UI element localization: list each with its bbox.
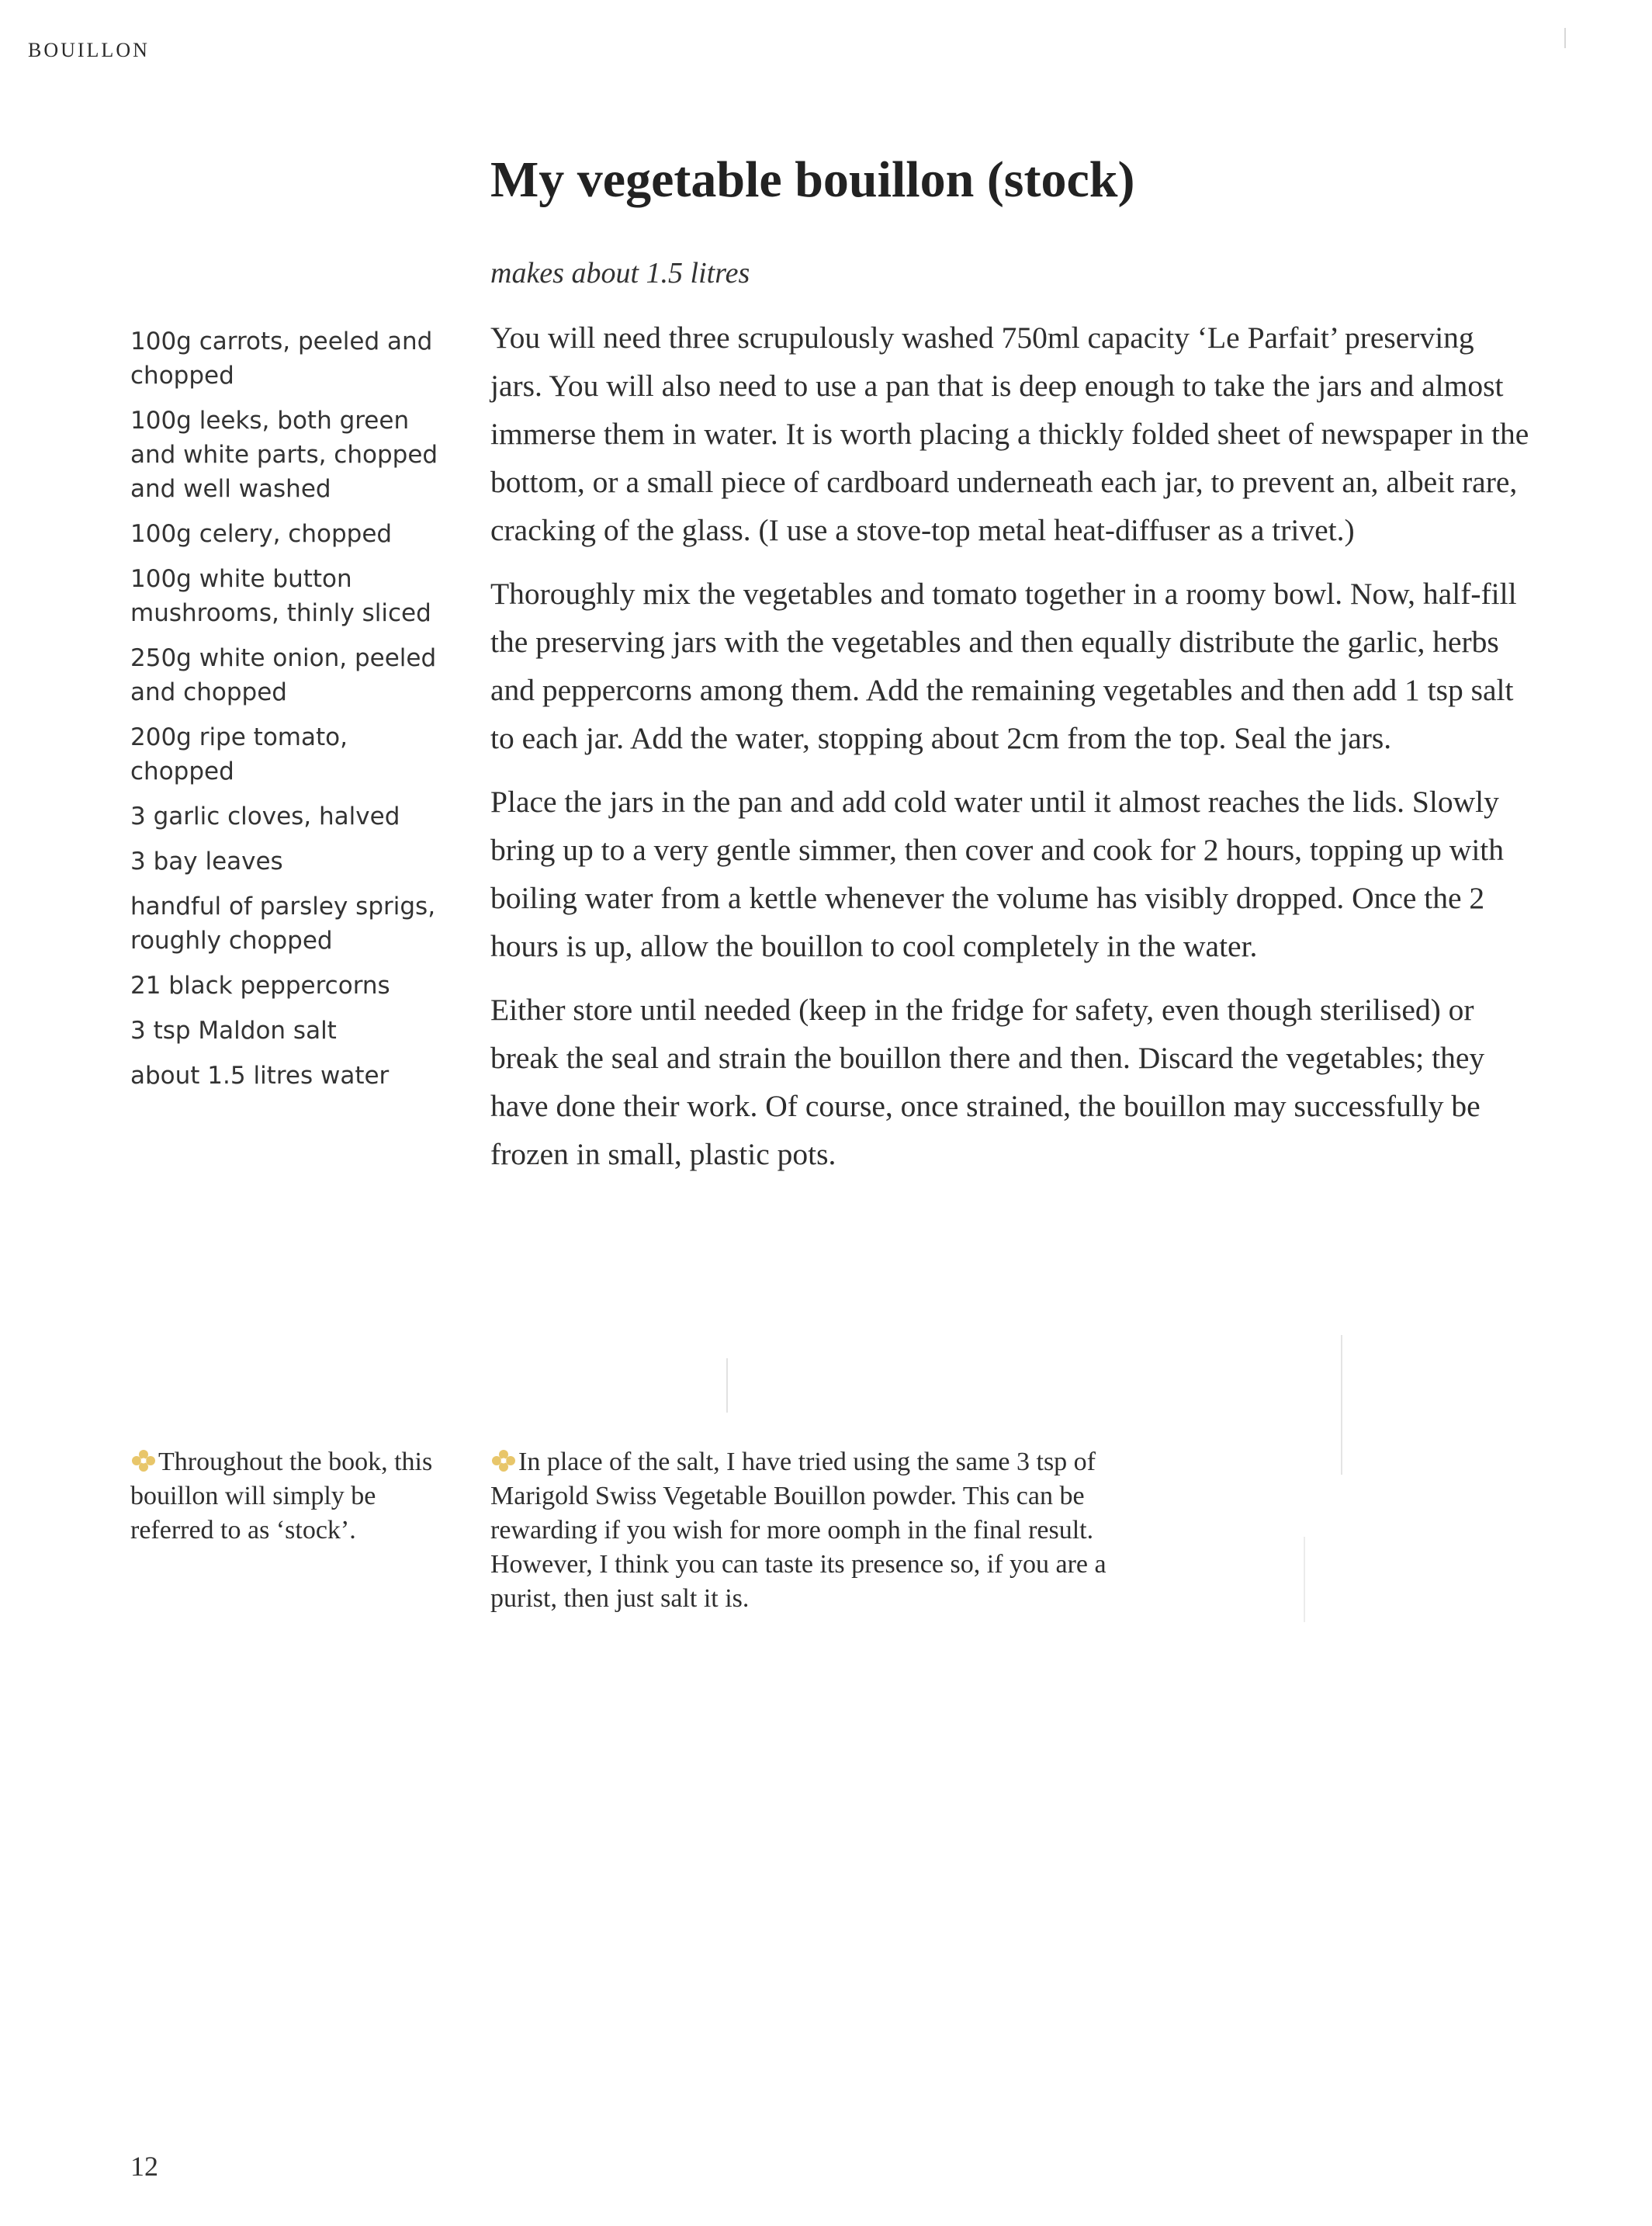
ingredient-item: 100g leeks, both green and white parts, chopped and well washed: [130, 407, 438, 503]
running-head: BOUILLON: [28, 39, 150, 61]
scan-artifact: [726, 1358, 728, 1413]
method-paragraph: Thoroughly mix the vegetables and tomato together in a roomy bowl. Now, half-fill the preserving jars with the vegetables and then equally distribute the garlic, herbs and peppercorns among them. Add the remaining vegetables and then add 1 tsp salt to each jar. Add the water, stopping about 2cm from the top. Seal the jars.: [490, 577, 1517, 755]
method-paragraph: Either store until needed (keep in the fridge for safety, even though sterilised) or break the seal and strain the bouillon there and then. Discard the vegetables; they have done their work. Of course, once strained, the bouillon may successfully be frozen in small, plastic pots.: [490, 993, 1485, 1171]
ingredient-list: [130, 324, 441, 1104]
scan-artifact: [1341, 1335, 1342, 1475]
method-text: [490, 314, 1530, 1194]
page-number: 12: [130, 2151, 158, 2182]
ingredient-item: 3 bay leaves: [130, 848, 283, 875]
ingredient-item: 100g celery, chopped: [130, 520, 393, 548]
ingredient-item: 250g white onion, peeled and chopped: [130, 644, 437, 706]
method-paragraph: Place the jars in the pan and add cold water until it almost reaches the lids. Slowly bring up to a very gentle simmer, then cover and cook for 2 hours, topping up with boiling water from a kettle whenever the volume has visibly dropped. Once the 2 hours is up, allow the bouillon to cool completely in the water.: [490, 785, 1505, 963]
ingredient-item: 21 black peppercorns: [130, 972, 390, 1000]
scan-artifact: [1304, 1537, 1305, 1622]
ingredient-item: 100g carrots, peeled and chopped: [130, 328, 433, 390]
method-paragraph: You will need three scrupulously washed 750ml capacity ‘Le Parfait’ preserving jars. You will also need to use a pan that is deep enough to take the jars and almost immerse them in water. It is worth placing a thickly folded sheet of newspaper in the bottom, or a small piece of cardboard underneath each jar, to prevent an, albeit rare, cracking of the glass. (I use a stove-top metal heat-diffuser as a trivet.): [490, 321, 1529, 547]
ingredient-item: 3 garlic cloves, halved: [130, 803, 400, 830]
note-text: Throughout the book, this bouillon will simply be referred to as ‘stock’.: [130, 1448, 433, 1545]
scan-artifact: [1564, 28, 1566, 48]
ingredient-item: 200g ripe tomato, chopped: [130, 723, 348, 785]
ingredient-item: about 1.5 litres water: [130, 1062, 390, 1090]
salt-note: [490, 1445, 1173, 1616]
recipe-title: My vegetable bouillon (stock): [490, 151, 1135, 208]
ingredient-item: 100g white button mushrooms, thinly sliced: [130, 565, 431, 627]
ingredient-item: handful of parsley sprigs, roughly chopped: [130, 893, 436, 955]
flower-ornament-icon: [130, 1449, 157, 1472]
note-text: In place of the salt, I have tried using the same 3 tsp of Marigold Swiss Vegetable Bouillon powder. This can be rewarding if you wish for more oomph in the final result. However, I think you can taste its presence so, if you are a purist, then just salt it is.: [490, 1448, 1107, 1613]
recipe-yield: makes about 1.5 litres: [490, 257, 750, 290]
stock-note: [130, 1445, 441, 1548]
flower-ornament-icon: [490, 1449, 517, 1472]
ingredient-item: 3 tsp Maldon salt: [130, 1017, 337, 1045]
